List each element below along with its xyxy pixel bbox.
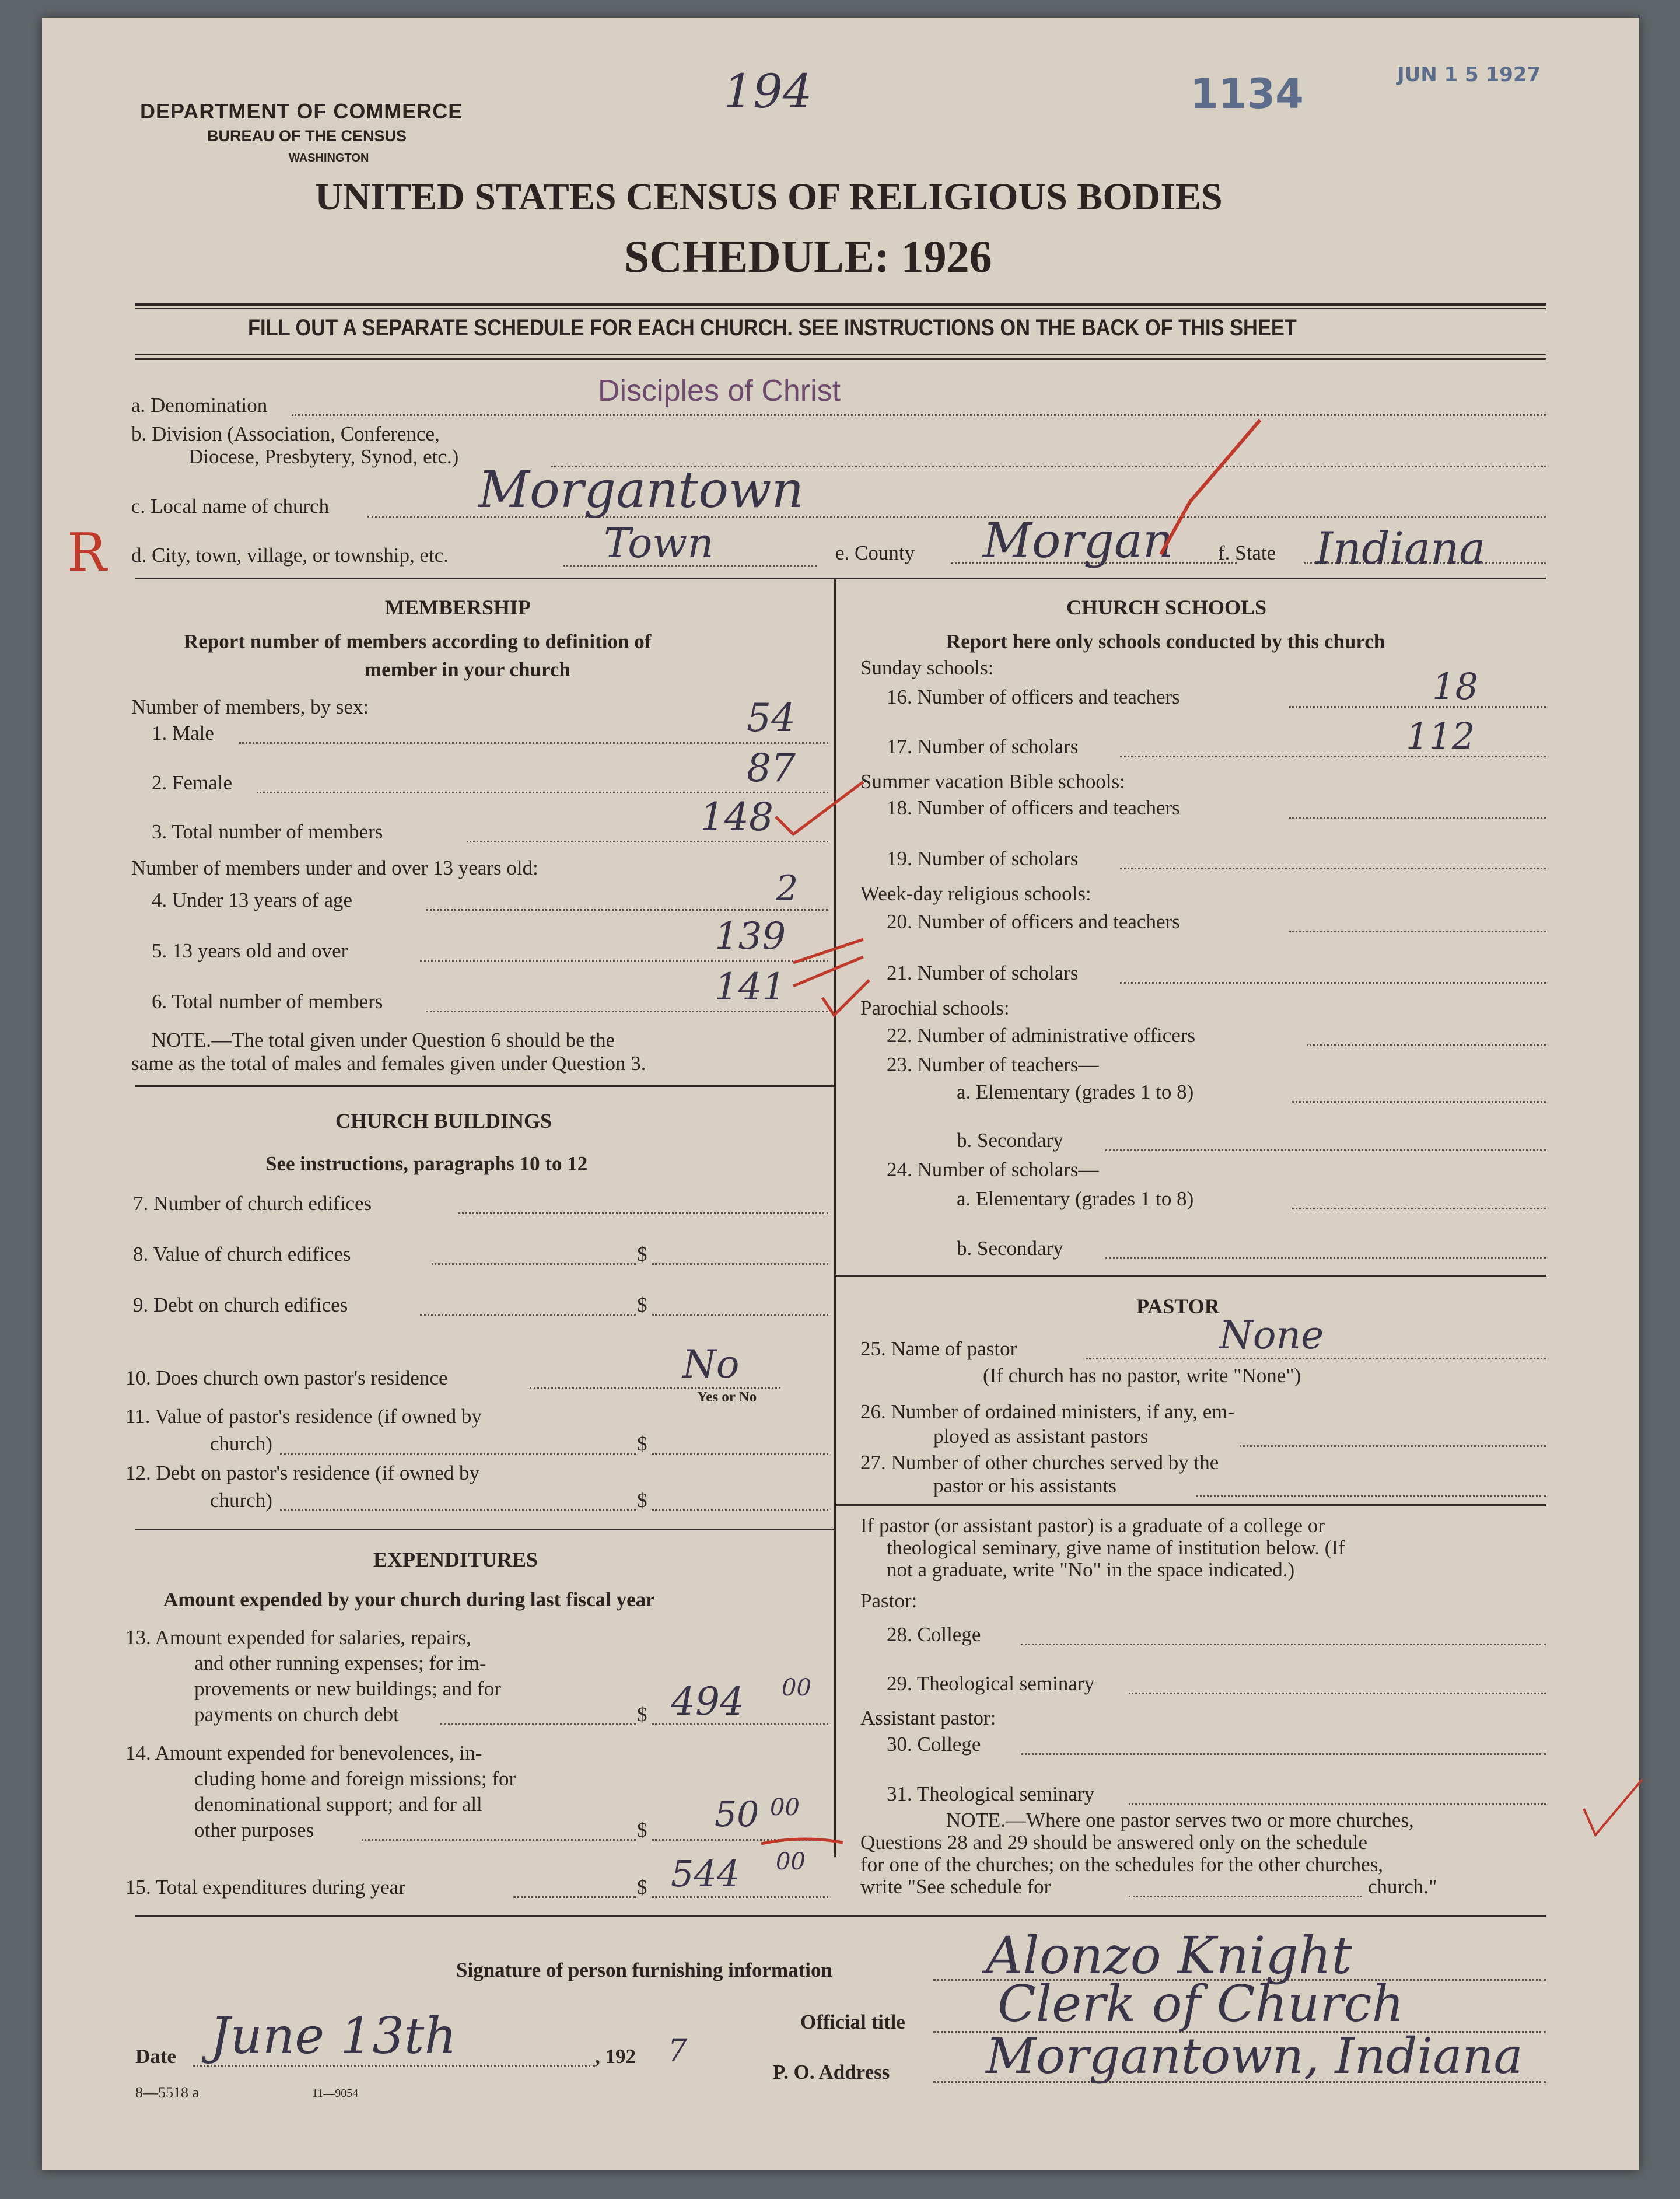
q14-line-3: denominational support; and for all xyxy=(194,1793,482,1816)
asst-pastor-subheader: Assistant pastor: xyxy=(860,1707,996,1729)
q24a-label: a. Elementary (grades 1 to 8) xyxy=(957,1187,1194,1210)
q23b-label: b. Secondary xyxy=(957,1129,1063,1152)
q9-line-a xyxy=(420,1314,636,1316)
q25-label: 25. Name of pastor xyxy=(860,1337,1017,1360)
graduate-text-2: theological seminary, give name of institution below. (If xyxy=(887,1536,1345,1559)
yes-or-no-caption: Yes or No xyxy=(697,1389,757,1405)
q26-line xyxy=(1240,1445,1546,1447)
bureau-name: BUREAU OF THE CENSUS xyxy=(207,127,407,145)
q13-value: 494 xyxy=(671,1679,744,1724)
pastor-note-5: church." xyxy=(1368,1875,1437,1898)
official-title-value: Clerk of Church xyxy=(998,1975,1404,2033)
q11-label-1: 11. Value of pastor's residence (if owned by xyxy=(125,1405,482,1428)
q26-label-1: 26. Number of ordained ministers, if any, em- xyxy=(860,1400,1235,1423)
q17-value: 112 xyxy=(1406,715,1475,757)
under-over-label: Number of members under and over 13 years old: xyxy=(131,856,538,879)
q6-line xyxy=(426,1011,828,1012)
membership-note-2: same as the total of males and females given under Question 3. xyxy=(131,1052,646,1075)
q16-label: 16. Number of officers and teachers xyxy=(887,686,1180,708)
q29-line xyxy=(1129,1693,1546,1694)
q27-label-1: 27. Number of other churches served by the xyxy=(860,1451,1219,1474)
column-divider xyxy=(834,579,836,1857)
denomination-label: a. Denomination xyxy=(131,394,268,417)
q24b-label: b. Secondary xyxy=(957,1237,1063,1260)
pastor-note-line xyxy=(1129,1896,1362,1897)
po-address-value: Morgantown, Indiana xyxy=(986,2027,1523,2085)
header-rule-top-2 xyxy=(135,308,1546,309)
q23-label: 23. Number of teachers— xyxy=(887,1053,1099,1076)
q8-line-b xyxy=(652,1263,828,1265)
q9-line-b xyxy=(652,1314,828,1316)
section-rule xyxy=(135,578,1546,579)
membership-title: MEMBERSHIP xyxy=(385,596,531,619)
q15-value: 544 xyxy=(671,1852,740,1895)
buildings-title: CHURCH BUILDINGS xyxy=(335,1109,552,1132)
q16-line xyxy=(1289,706,1546,708)
q30-label: 30. College xyxy=(887,1733,981,1756)
q3-value: 148 xyxy=(700,795,774,840)
membership-intro-2: member in your church xyxy=(365,658,570,681)
graduate-text-3: not a graduate, write "No" in the space indicated.) xyxy=(887,1558,1295,1581)
q5-line xyxy=(420,960,828,962)
q5-label: 5. 13 years old and over xyxy=(152,939,348,962)
city-value: Town xyxy=(604,519,714,567)
date-label: Date xyxy=(135,2045,176,2068)
q9-dollar: $ xyxy=(637,1293,648,1316)
q27-label-2: pastor or his assistants xyxy=(933,1474,1117,1497)
q9-label: 9. Debt on church edifices xyxy=(133,1293,348,1316)
pastor-title: PASTOR xyxy=(1136,1295,1220,1318)
q25-value: None xyxy=(1219,1313,1324,1358)
summer-schools-label: Summer vacation Bible schools: xyxy=(860,770,1125,793)
q10-value: No xyxy=(682,1342,740,1387)
q6-label: 6. Total number of members xyxy=(152,990,383,1013)
q1-value: 54 xyxy=(747,695,796,740)
pastor-note-3: for one of the churches; on the schedules for the other churches, xyxy=(860,1853,1384,1876)
division-label-1: b. Division (Association, Conference, xyxy=(131,422,440,445)
signature-top-rule xyxy=(135,1915,1546,1917)
q4-line xyxy=(426,909,828,911)
denomination-value: Disciples of Christ xyxy=(598,374,841,408)
q12-label-2: church) xyxy=(210,1489,272,1512)
q11-label-2: church) xyxy=(210,1432,272,1455)
denomination-line xyxy=(292,414,1546,416)
parochial-schools-label: Parochial schools: xyxy=(860,997,1010,1019)
pastor-note-1: NOTE.—Where one pastor serves two or more churches, xyxy=(946,1809,1414,1831)
form-number: 8—5518 a xyxy=(135,2084,200,2101)
q15-line-a xyxy=(513,1896,636,1898)
q13-line-2: and other running expenses; for im- xyxy=(194,1652,487,1674)
buildings-bottom-rule xyxy=(135,1529,834,1530)
q22-label: 22. Number of administrative officers xyxy=(887,1024,1196,1047)
q14-value: 50 xyxy=(715,1794,760,1835)
q15-cents: 00 xyxy=(776,1848,806,1875)
q6-value: 141 xyxy=(715,966,786,1009)
pastor-note-4: write "See schedule for xyxy=(860,1875,1051,1898)
q8-dollar: $ xyxy=(637,1243,648,1265)
county-value: Morgan xyxy=(983,513,1174,569)
schools-bottom-rule xyxy=(834,1275,1546,1277)
q14-line-1: 14. Amount expended for benevolences, in- xyxy=(125,1742,482,1764)
q3-label: 3. Total number of members xyxy=(152,820,383,843)
q7-label: 7. Number of church edifices xyxy=(133,1192,372,1215)
q12-dollar: $ xyxy=(637,1489,648,1512)
po-address-label: P. O. Address xyxy=(773,2061,890,2083)
division-label-2: Diocese, Presbytery, Synod, etc.) xyxy=(188,445,459,468)
signature-label: Signature of person furnishing information xyxy=(456,1959,832,1981)
q14-line-a xyxy=(362,1839,636,1841)
form-subtitle: SCHEDULE: 1926 xyxy=(624,231,992,282)
q15-label: 15. Total expenditures during year xyxy=(125,1876,405,1899)
q14-line-2: cluding home and foreign missions; for xyxy=(194,1767,516,1790)
schools-title: CHURCH SCHOOLS xyxy=(1066,596,1267,619)
q28-label: 28. College xyxy=(887,1623,981,1646)
q22-line xyxy=(1307,1044,1546,1046)
dept-name: DEPARTMENT OF COMMERCE xyxy=(140,99,463,123)
print-number: 11—9054 xyxy=(312,2087,359,2100)
q20-line xyxy=(1289,931,1546,932)
buildings-intro: See instructions, paragraphs 10 to 12 xyxy=(265,1152,588,1175)
date-line xyxy=(192,2065,595,2067)
q27-line xyxy=(1196,1495,1546,1497)
q18-label: 18. Number of officers and teachers xyxy=(887,796,1180,819)
received-stamp-number: 1134 xyxy=(1190,70,1304,118)
q31-label: 31. Theological seminary xyxy=(887,1782,1095,1805)
local-name-label: c. Local name of church xyxy=(131,495,330,518)
expenditures-title: EXPENDITURES xyxy=(373,1548,538,1571)
q23b-line xyxy=(1105,1149,1546,1151)
q15-line-b xyxy=(652,1896,828,1898)
q18-line xyxy=(1289,817,1546,819)
q23a-line xyxy=(1292,1101,1546,1103)
q15-dollar: $ xyxy=(637,1876,648,1899)
signature-value: Alonzo Knight xyxy=(986,1925,1352,1985)
q7-line xyxy=(458,1212,828,1214)
q19-label: 19. Number of scholars xyxy=(887,847,1079,870)
q8-label: 8. Value of church edifices xyxy=(133,1243,351,1265)
pastor-note-2: Questions 28 and 29 should be answered only on the schedule xyxy=(860,1831,1368,1854)
q13-dollar: $ xyxy=(637,1703,648,1726)
graduate-text-1: If pastor (or assistant pastor) is a graduate of a college or xyxy=(860,1514,1325,1537)
q14-line-4: other purposes xyxy=(194,1819,314,1841)
city-label: d. City, town, village, or township, etc. xyxy=(131,544,449,567)
header-rule-top xyxy=(135,303,1546,306)
q30-line xyxy=(1021,1753,1546,1755)
date-value: June 13th xyxy=(210,2007,457,2065)
year-prefix: , 192 xyxy=(595,2045,636,2068)
q13-line-4: payments on church debt xyxy=(194,1703,399,1726)
margin-mark-r: R xyxy=(67,522,107,583)
q29-label: 29. Theological seminary xyxy=(887,1672,1095,1695)
q2-line xyxy=(257,792,828,793)
county-label: e. County xyxy=(835,541,915,564)
membership-note-1: NOTE.—The total given under Question 6 should be the xyxy=(152,1029,615,1051)
red-check-mark xyxy=(1155,414,1266,566)
q21-line xyxy=(1120,982,1546,984)
q14-cents: 00 xyxy=(770,1794,800,1821)
q21-label: 21. Number of scholars xyxy=(887,962,1079,984)
official-title-label: Official title xyxy=(800,2011,905,2033)
schools-intro: Report here only schools conducted by this church xyxy=(946,630,1385,653)
date-received-stamp: JUN 1 5 1927 xyxy=(1397,63,1541,86)
margin-red-tick xyxy=(1581,1774,1645,1844)
q1-label: 1. Male xyxy=(152,722,214,744)
bureau-city: WASHINGTON xyxy=(289,152,369,165)
q13-line-3: provements or new buildings; and for xyxy=(194,1677,501,1700)
q20-label: 20. Number of officers and teachers xyxy=(887,910,1180,933)
q11-line-b xyxy=(652,1453,828,1455)
q23a-label: a. Elementary (grades 1 to 8) xyxy=(957,1081,1194,1103)
q28-line xyxy=(1021,1644,1546,1645)
q24a-line xyxy=(1292,1208,1546,1209)
q11-dollar: $ xyxy=(637,1432,648,1455)
q8-line-a xyxy=(432,1263,636,1265)
q1-line xyxy=(239,742,828,744)
pastor-mid-rule xyxy=(834,1504,1546,1506)
q4-label: 4. Under 13 years of age xyxy=(152,889,353,911)
q4-value: 2 xyxy=(776,868,799,909)
local-name-value: Morgantown xyxy=(478,461,804,519)
q31-line xyxy=(1129,1803,1546,1805)
q2-value: 87 xyxy=(747,746,796,791)
sunday-schools-label: Sunday schools: xyxy=(860,656,994,679)
q11-line-a xyxy=(280,1453,636,1455)
by-sex-label: Number of members, by sex: xyxy=(131,695,369,718)
q19-line xyxy=(1120,868,1546,869)
q25-line xyxy=(1086,1358,1546,1359)
pastor-subheader: Pastor: xyxy=(860,1589,918,1612)
q12-line-b xyxy=(652,1509,828,1511)
q17-label: 17. Number of scholars xyxy=(887,735,1079,758)
q3-red-tick xyxy=(770,776,869,846)
state-label: f. State xyxy=(1218,541,1276,564)
instructions-banner: FILL OUT A SEPARATE SCHEDULE FOR EACH CHURCH. SEE INSTRUCTIONS ON THE BACK OF THIS SHEET xyxy=(248,315,1297,341)
q5-value: 139 xyxy=(715,915,786,958)
q2-label: 2. Female xyxy=(152,771,233,794)
q25-note: (If church has no pastor, write "None") xyxy=(983,1364,1301,1387)
q26-label-2: ployed as assistant pastors xyxy=(933,1425,1149,1448)
year-digit: 7 xyxy=(668,2033,688,2068)
membership-bottom-rule xyxy=(135,1085,834,1087)
q24b-line xyxy=(1105,1257,1546,1259)
q17-line xyxy=(1120,756,1546,757)
header-rule-bottom-2 xyxy=(135,358,1546,360)
q10-line xyxy=(530,1387,780,1389)
weekday-schools-label: Week-day religious schools: xyxy=(860,882,1091,905)
q16-value: 18 xyxy=(1432,665,1478,708)
handwritten-number: 194 xyxy=(723,64,813,118)
membership-intro-1: Report number of members according to definition of xyxy=(184,630,652,653)
q13-line-1: 13. Amount expended for salaries, repairs, xyxy=(125,1626,471,1649)
state-value: Indiana xyxy=(1315,522,1486,574)
q13-cents: 00 xyxy=(782,1674,811,1701)
expenditures-intro: Amount expended by your church during last fiscal year xyxy=(163,1588,655,1611)
q24-label: 24. Number of scholars— xyxy=(887,1158,1099,1181)
q10-label: 10. Does church own pastor's residence xyxy=(125,1366,448,1389)
q12-label-1: 12. Debt on pastor's residence (if owned by xyxy=(125,1462,480,1484)
q14-dollar: $ xyxy=(637,1819,648,1841)
header-rule-bottom xyxy=(135,354,1546,355)
q13-line-a xyxy=(440,1723,636,1725)
form-title: UNITED STATES CENSUS OF RELIGIOUS BODIES xyxy=(315,176,1223,218)
q12-line-a xyxy=(280,1509,636,1511)
